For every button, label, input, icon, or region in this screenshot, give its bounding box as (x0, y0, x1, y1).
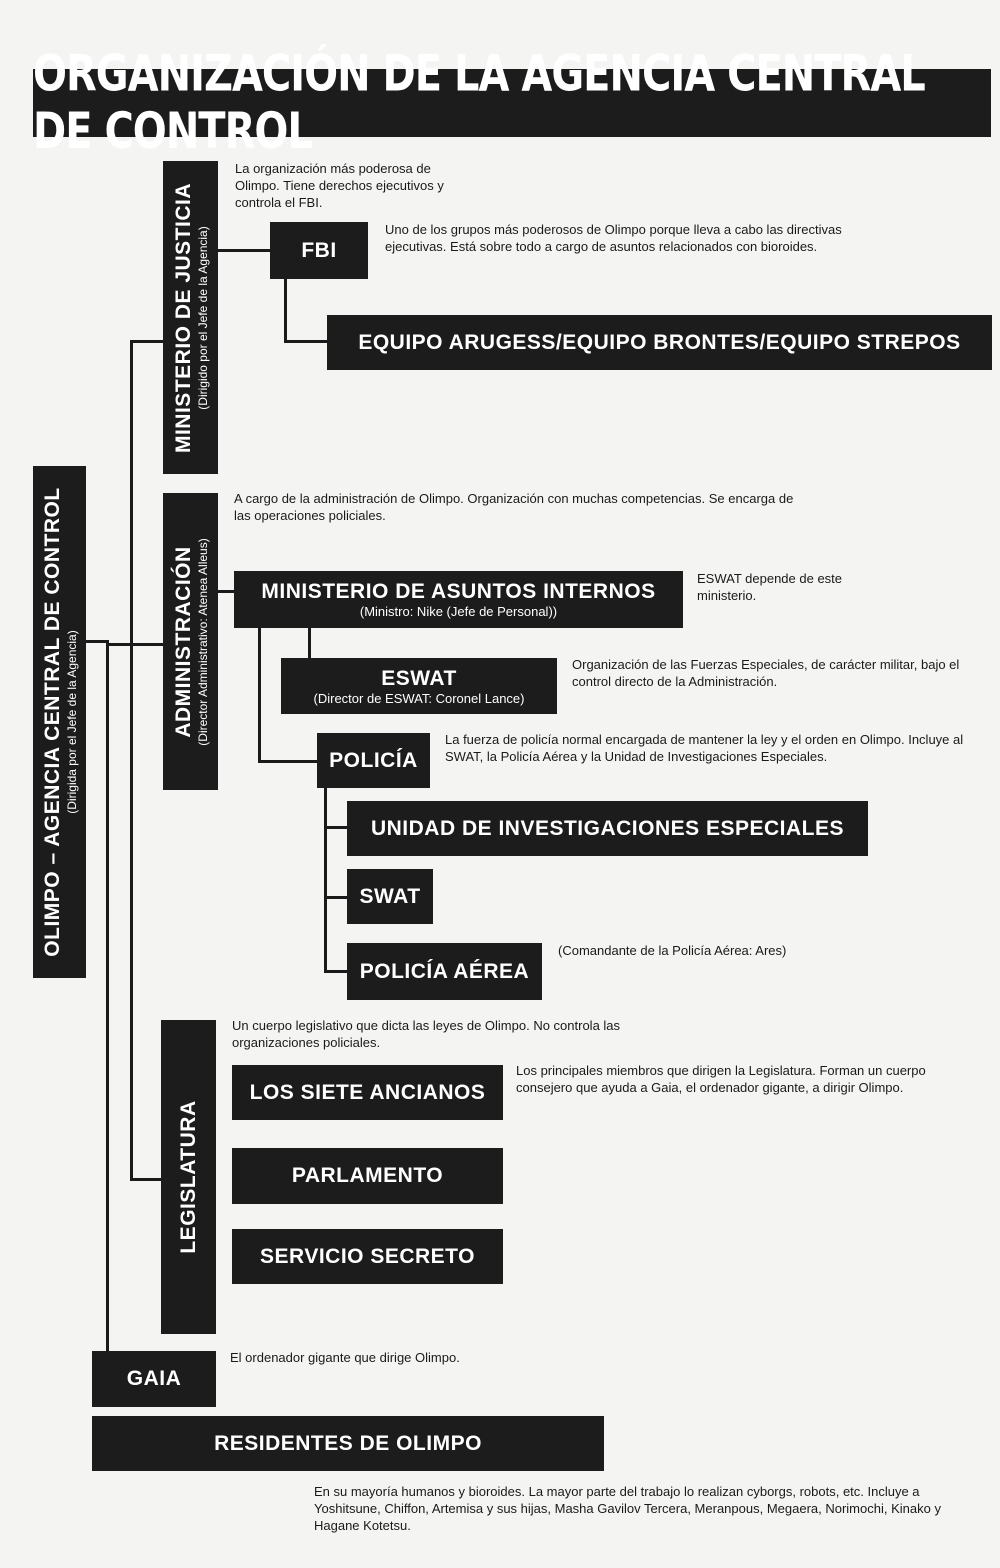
parlamento-box (232, 1148, 503, 1204)
policia-label: POLICÍA (329, 748, 418, 772)
swat-box (347, 869, 433, 924)
connector-fbi-down (284, 278, 287, 342)
aerea-label: POLICÍA AÉREA (359, 959, 530, 983)
fbi-label: FBI (301, 238, 337, 262)
interior-box (234, 571, 683, 628)
eswat-sub: (Director de ESWAT: Coronel Lance) (313, 690, 525, 706)
connector-administracion (130, 643, 164, 646)
connector-fbi (218, 249, 271, 252)
equipos-label: EQUIPO ARUGESS/EQUIPO BRONTES/EQUIPO STREPOS (358, 330, 961, 354)
connector-equipos (284, 340, 328, 343)
ancianos-box (232, 1065, 503, 1120)
gaia-desc: El ordenador gigante que dirige Olimpo. (230, 1350, 460, 1365)
policia-desc: La fuerza de policía normal encargada de mantener la ley y el orden en Olimpo. Incluye al SWAT, la Policía Aérea y la Unidad de Investigaciones Especiales. (445, 732, 964, 764)
justicia-desc: La organización más poderosa de Olimpo. Tiene derechos ejecutivos y controla el FBI. (235, 161, 444, 210)
legislatura-label: LEGISLATURA (176, 1100, 200, 1254)
residentes-label: RESIDENTES DE OLIMPO (214, 1431, 482, 1455)
interior-desc: ESWAT depende de este ministerio. (697, 571, 843, 603)
eswat-desc: Organización de las Fuerzas Especiales, de carácter militar, bajo el control directo de la Administración. (572, 657, 960, 689)
connector-interior-down (258, 627, 261, 763)
justicia-sub: (Dirigido por el Jefe de la Agencia) (195, 225, 210, 410)
administracion-label: ADMINISTRACIÓN (171, 545, 195, 738)
administracion-box (163, 493, 218, 790)
swat-label: SWAT (359, 884, 421, 908)
connector-policia (258, 760, 318, 763)
ancianos-label: LOS SIETE ANCIANOS (249, 1080, 486, 1104)
justicia-box (163, 161, 218, 474)
policia-box (317, 733, 430, 788)
eswat-box (281, 658, 557, 714)
gaia-label: GAIA (126, 1367, 182, 1390)
connector-root-trunk (106, 640, 109, 1352)
connector-root-stub (86, 640, 108, 643)
connector-aerea (324, 970, 348, 973)
administracion-sub: (Director Administrativo: Atenea Alleus) (195, 537, 210, 746)
aerea-box (347, 943, 542, 1000)
connector-interior (217, 590, 235, 593)
uie-box (347, 801, 868, 856)
fbi-desc: Uno de los grupos más poderosos de Olimpo porque lleva a cabo las directivas ejecutivas. Está sobre todo a cargo de asuntos relacionados con bioroides. (385, 222, 842, 254)
secreto-label: SERVICIO SECRETO (260, 1244, 475, 1268)
connector-justicia (130, 340, 164, 343)
interior-label: MINISTERIO DE ASUNTOS INTERNOS (261, 580, 656, 603)
root-label: OLIMPO – AGENCIA CENTRAL DE CONTROL (40, 487, 64, 957)
interior-sub: (Ministro: Nike (Jefe de Personal)) (359, 604, 558, 619)
eswat-label: ESWAT (381, 666, 457, 690)
residentes-desc: En su mayoría humanos y bioroides. La mayor parte del trabajo lo realizan cyborgs, robots, etc. Incluye a Yoshitsune, Chiffon, Artemisa y sus hijas, Masha Gavilov Tercera, Meranpous, Megaera, Norimochi, Kinako y Hagane Kotetsu. (314, 1484, 941, 1533)
parlamento-label: PARLAMENTO (291, 1164, 444, 1187)
connector-trunk-join (107, 643, 132, 646)
justicia-label: MINISTERIO DE JUSTICIA (171, 182, 195, 453)
connector-legislatura (130, 1178, 162, 1181)
connector-swat (324, 896, 348, 899)
equipos-box (327, 315, 992, 370)
uie-label: UNIDAD DE INVESTIGACIONES ESPECIALES (370, 816, 845, 840)
page-title (33, 45, 991, 161)
connector-uie (324, 826, 348, 829)
administracion-desc: A cargo de la administración de Olimpo. Organización con muchas competencias. Se encarga de las operaciones policiales. (234, 491, 794, 523)
page-title-text: ORGANIZACIÓN DE LA AGENCIA CENTRAL DE CONTROL (33, 45, 925, 161)
secreto-box (232, 1229, 503, 1284)
root-sub: (Dirigida por el Jefe de la Agencia) (64, 630, 79, 814)
connector-eswat-up (308, 627, 311, 659)
legislatura-desc: Un cuerpo legislativo que dicta las leyes de Olimpo. No controla las organizaciones policiales. (232, 1018, 621, 1050)
ancianos-desc: Los principales miembros que dirigen la Legislatura. Forman un cuerpo consejero que ayuda a Gaia, el ordenador gigante, a dirigir Olimpo. (516, 1063, 926, 1095)
residentes-box (92, 1416, 604, 1471)
root-box (33, 466, 86, 978)
gaia-box (92, 1351, 216, 1407)
legislatura-box (161, 1020, 216, 1334)
aerea-desc: (Comandante de la Policía Aérea: Ares) (558, 943, 787, 958)
fbi-box (270, 222, 368, 279)
connector-policia-down (324, 788, 327, 973)
connector-ministries-trunk (130, 340, 133, 1180)
